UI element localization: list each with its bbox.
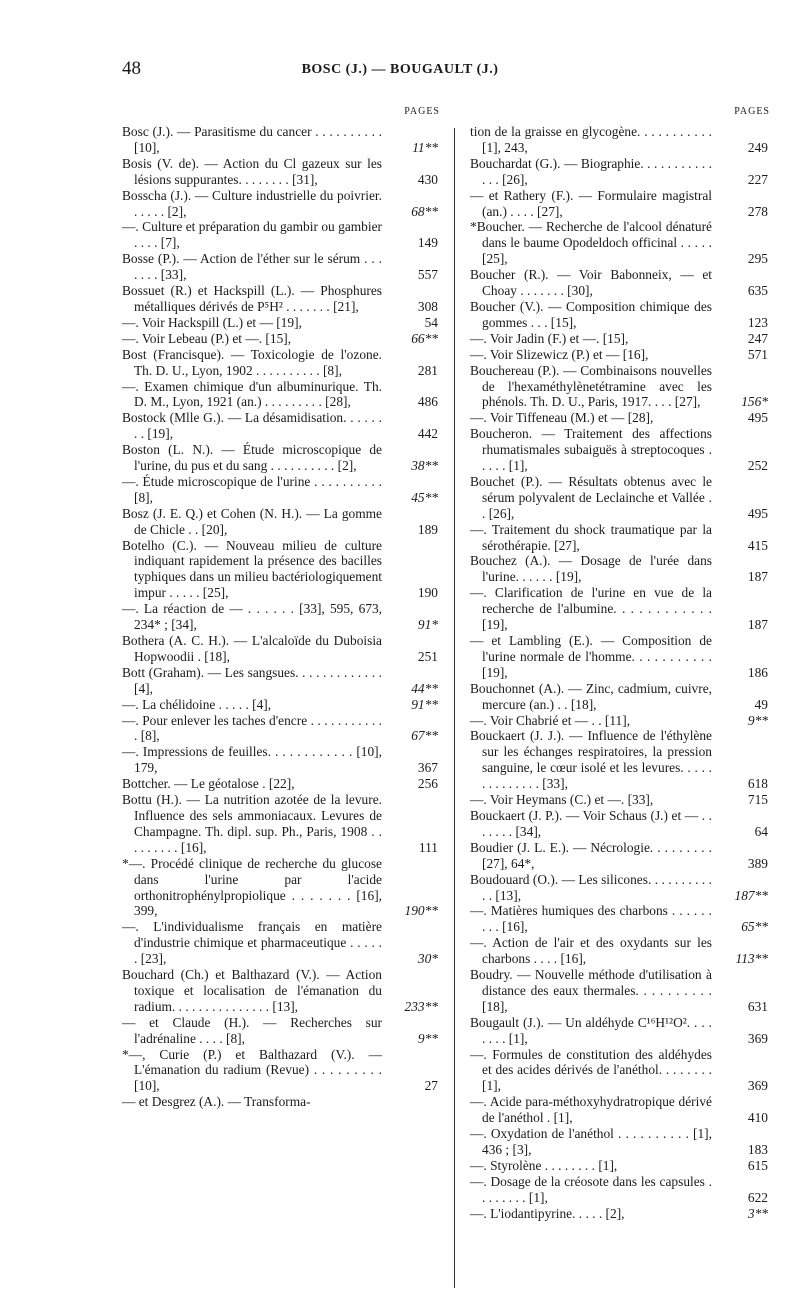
entry-text: Boston (L. N.). — Étude microscopique de l'urine, du pus et du sang . . . . . . . . . . [2],	[122, 442, 382, 474]
entry-text: Botelho (C.). — Nouveau milieu de culture indiquant rapidement la présence des bacilles typhiques dans un milieu bactériologiquement impur . . . . . [25],	[122, 537, 382, 601]
index-entry	[470, 1094, 770, 1126]
entry-page-ref: 410	[747, 1110, 768, 1126]
running-title: BOSC (J.) — BOUGAULT (J.)	[301, 62, 499, 77]
index-entry	[470, 410, 770, 426]
entry-page-ref: 190**	[404, 903, 438, 919]
entry-page-ref: 308	[417, 298, 438, 314]
entry-text: —. Action de l'air et des oxydants sur les charbons . . . . [16],	[470, 935, 712, 967]
index-entry	[122, 1047, 440, 1095]
index-entry	[122, 713, 440, 745]
index-entry	[470, 713, 770, 729]
entry-page-ref: 66**	[411, 330, 438, 346]
entry-page-ref: 9**	[747, 712, 768, 728]
entry-page-ref: 715	[747, 792, 768, 808]
entry-page-ref: 635	[747, 283, 768, 299]
index-entry	[470, 903, 770, 935]
entry-page-ref: 557	[417, 267, 438, 283]
entry-text: —. Formules de constitution des aldéhydes et des acides dérivés de l'anéthol. . . . . . . . [1],	[470, 1046, 712, 1094]
entry-page-ref: 252	[747, 458, 768, 474]
index-entry	[470, 967, 770, 1015]
entry-page-ref: 249	[747, 139, 768, 155]
entry-text: —. Examen chimique d'un albuminurique. Th. D. M., Lyon, 1921 (an.) . . . . . . . . . [28],	[122, 378, 382, 410]
entry-text: *Boucher. — Recherche de l'alcool dénaturé dans le baume Opodeldoch officinal . . . . . [25],	[470, 219, 712, 267]
entry-text: Bosz (J. E. Q.) et Cohen (N. H.). — La gomme de Chicle . . [20],	[122, 505, 382, 537]
entry-page-ref: 189	[417, 521, 438, 537]
entry-text: Bosc (J.). — Parasitisme du cancer . . . . . . . . . . [10],	[122, 124, 382, 155]
entry-page-ref: 187**	[734, 887, 768, 903]
entry-page-ref: 183	[747, 1142, 768, 1157]
index-entry	[470, 840, 770, 872]
entry-page-ref: 65**	[741, 919, 768, 935]
entry-text: Bost (Francisque). — Toxicologie de l'ozone. Th. D. U., Lyon, 1902 . . . . . . . . . . [8],	[122, 346, 382, 378]
index-entry	[122, 967, 440, 1015]
entry-text: Bouchardat (G.). — Biographie. . . . . . . . . . . . . . [26],	[470, 155, 712, 187]
index-entry	[122, 156, 440, 188]
index-entry	[122, 347, 440, 379]
entry-page-ref: 430	[417, 171, 438, 187]
index-entry	[122, 474, 440, 506]
index-entry	[470, 188, 770, 220]
index-entry	[470, 935, 770, 967]
entry-text: Bosis (V. de). — Action du Cl gazeux sur les lésions suppurantes. . . . . . . . [31],	[122, 155, 382, 187]
entry-text: —. Dosage de la créosote dans les capsules . . . . . . . . [1],	[470, 1173, 712, 1205]
entry-text: —. Matières humiques des charbons . . . . . . . . . [16],	[470, 903, 712, 935]
index-entry	[122, 776, 440, 792]
entry-text: Boucheron. — Traitement des affections rhumatismales subaiguës à streptocoques . . . . . [1],	[470, 426, 712, 474]
index-entry	[122, 856, 440, 920]
entry-text: —. L'individualisme français en matière d'industrie chimique et pharmaceutique . . . . . . [23],	[122, 919, 382, 967]
entry-page-ref: 251	[417, 648, 438, 664]
entry-page-ref: 369	[747, 1030, 768, 1046]
index-entry	[470, 1206, 770, 1222]
index-entry	[122, 792, 440, 856]
entry-text: — et Claude (H.). — Recherches sur l'adrénaline . . . . [8],	[122, 1014, 382, 1046]
entry-page-ref: 123	[747, 314, 768, 330]
index-entry	[470, 553, 770, 585]
entry-text: —. Voir Slizewicz (P.) et — [16],	[470, 346, 649, 362]
entry-page-ref: 113**	[735, 951, 768, 967]
entry-page-ref: 49	[754, 696, 768, 712]
index-entry	[470, 585, 770, 633]
index-entry	[122, 315, 440, 331]
index-entry	[122, 538, 440, 602]
entry-page-ref: 187	[747, 617, 768, 633]
index-entry	[122, 744, 440, 776]
entry-page-ref: 64	[754, 823, 768, 839]
entry-page-ref: 91*	[417, 617, 438, 633]
entry-text: —. Culture et préparation du gambir ou gambier . . . . [7],	[122, 219, 382, 251]
index-entry	[470, 1126, 770, 1158]
index-entry	[122, 124, 440, 156]
entry-page-ref: 111	[418, 839, 438, 855]
index-entry	[470, 267, 770, 299]
entry-text: —. La chélidoine . . . . . [4],	[122, 696, 272, 712]
entry-page-ref: 571	[747, 346, 768, 362]
entry-text: Bouchonnet (A.). — Zinc, cadmium, cuivre, mercure (an.) . . [18],	[470, 680, 712, 712]
entry-page-ref: 442	[417, 426, 438, 442]
entry-page-ref: 38**	[411, 458, 438, 474]
entry-page-ref: 486	[417, 394, 438, 410]
entry-text: —. L'iodantipyrine. . . . . [2],	[470, 1205, 625, 1221]
entry-page-ref: 618	[747, 776, 768, 792]
entry-text: Boudouard (O.). — Les silicones. . . . . . . . . . . . [13],	[470, 871, 712, 903]
entry-text: Bouchet (P.). — Résultats obtenus avec le sérum polyvalent de Leclainche et Vallée . . [26],	[470, 473, 712, 521]
entry-text: —. Acide para-méthoxyhydratropique dérivé de l'anéthol . [1],	[470, 1094, 712, 1126]
index-entry	[470, 1047, 770, 1095]
right-column	[470, 106, 770, 1222]
entry-text: —. Oxydation de l'anéthol . . . . . . . . . . [1], 436 ; [3],	[470, 1126, 712, 1157]
entry-page-ref: 281	[417, 362, 438, 378]
index-entry	[470, 522, 770, 554]
entry-text: —. Styrolène . . . . . . . . [1],	[470, 1157, 618, 1173]
index-entry	[122, 379, 440, 411]
entry-text: Boucher (V.). — Composition chimique des gommes . . . [15],	[470, 298, 712, 330]
entry-text: Bougault (J.). — Un aldéhyde C¹⁶H¹²O². . . . . . . . [1],	[470, 1014, 712, 1046]
entry-page-ref: 3**	[747, 1205, 768, 1221]
entry-text: — et Lambling (E.). — Composition de l'urine normale de l'homme. . . . . . . . . . . [19],	[470, 633, 712, 680]
index-entry	[122, 331, 440, 347]
entry-text: —. La réaction de — . . . . . . [33], 595, 673, 234* ; [34],	[122, 601, 382, 633]
index-entry	[470, 728, 770, 792]
entry-page-ref: 295	[747, 251, 768, 267]
index-entry	[470, 792, 770, 808]
entry-page-ref: 631	[747, 998, 768, 1014]
entry-page-ref: 389	[747, 855, 768, 871]
index-entry	[122, 251, 440, 283]
index-entry	[122, 283, 440, 315]
index-entry	[470, 633, 770, 681]
entry-page-ref: 91**	[411, 696, 438, 712]
left-entries	[122, 124, 440, 1110]
index-entry	[122, 442, 440, 474]
entry-text: —. Clarification de l'urine en vue de la recherche de l'albumine. . . . . . . . . . . . [19],	[470, 585, 712, 633]
index-entry	[122, 188, 440, 220]
entry-text: Bouchereau (P.). — Combinaisons nouvelles de l'hexaméthylènetétramine avec les phénols. Th. D. U., Paris, 1917. . . . [27],	[470, 362, 712, 410]
entry-text: Bostock (Mlle G.). — La désamidisation. . . . . . . . [19],	[122, 410, 382, 442]
entry-page-ref: 30*	[417, 951, 438, 967]
entry-text: —. Étude microscopique de l'urine . . . . . . . . . . [8],	[122, 473, 382, 505]
index-entry	[122, 697, 440, 713]
entry-page-ref: 495	[747, 505, 768, 521]
index-entry	[122, 410, 440, 442]
entry-page-ref: 369	[747, 1078, 768, 1094]
entry-page-ref: 54	[424, 314, 438, 330]
pages-column-label: PAGES	[404, 106, 440, 117]
entry-text: Bottcher. — Le géotalose . [22],	[122, 776, 295, 792]
index-entry	[122, 1015, 440, 1047]
entry-text: — et Rathery (F.). — Formulaire magistral (an.) . . . . [27],	[470, 187, 712, 219]
pages-column-label: PAGES	[734, 106, 770, 117]
entry-page-ref: 247	[747, 330, 768, 346]
entry-text: —. Voir Lebeau (P.) et —. [15],	[122, 330, 292, 346]
entry-text: —. Voir Chabrié et — . . [11],	[470, 712, 631, 728]
index-entry	[470, 124, 770, 156]
entry-text: Bouchard (Ch.) et Balthazard (V.). — Action toxique et localisation de l'émanation du radium. . . . . . . . . . . . . . . [13],	[122, 967, 382, 1014]
entry-text: Bothera (A. C. H.). — L'alcaloïde du Duboisia Hopwoodii . [18],	[122, 633, 382, 664]
entry-text: Bouckaert (J. P.). — Voir Schaus (J.) et — . . . . . . . [34],	[470, 807, 712, 839]
entry-page-ref: 367	[417, 760, 438, 776]
entry-text: *—, Curie (P.) et Balthazard (V.). — L'émanation du radium (Revue) . . . . . . . . . [10],	[122, 1046, 382, 1094]
entry-text: Bouckaert (J. J.). — Influence de l'éthylène sur les échanges respiratoires, la pression sanguine, le cœur isolé et les levures. . . . . . . . . . . . . . [33],	[470, 728, 712, 792]
entry-text: —. Traitement du shock traumatique par la sérothérapie. [27],	[470, 521, 712, 553]
entry-page-ref: 256	[417, 776, 438, 792]
index-entry	[470, 299, 770, 331]
entry-page-ref: 622	[747, 1189, 768, 1205]
entry-page-ref: 9**	[417, 1030, 438, 1046]
entry-text: Bouchez (A.). — Dosage de l'urée dans l'urine. . . . . . [19],	[470, 553, 712, 585]
entry-text: —. Voir Tiffeneau (M.) et — [28],	[470, 410, 654, 426]
entry-text: —. Impressions de feuilles. . . . . . . . . . . . [10], 179,	[122, 744, 382, 776]
entry-text: *—. Procédé clinique de recherche du glucose dans l'urine par l'acide orthonitrophénylpropiolique . . . . . . . [16], 399,	[122, 855, 382, 919]
entry-page-ref: 278	[747, 203, 768, 219]
entry-page-ref: 45**	[411, 489, 438, 505]
index-entry	[470, 1158, 770, 1174]
entry-text: Boudry. — Nouvelle méthode d'utilisation à distance des eaux thermales. . . . . . . . . . [18],	[470, 967, 712, 1014]
index-entry	[470, 681, 770, 713]
index-entry	[470, 808, 770, 840]
index-entry	[122, 601, 440, 633]
index-entry	[470, 347, 770, 363]
entry-page-ref: 27	[424, 1078, 438, 1094]
entry-text: Boudier (J. L. E.). — Nécrologie. . . . . . . . . [27], 64*,	[470, 839, 712, 871]
entry-text: —. Voir Hackspill (L.) et — [19],	[122, 314, 302, 330]
entry-page-ref: 227	[747, 171, 768, 187]
index-entry	[470, 426, 770, 474]
index-entry	[122, 633, 440, 665]
entry-page-ref: 68**	[411, 203, 438, 219]
left-column	[122, 106, 440, 1110]
index-entry	[122, 219, 440, 251]
index-entry	[122, 1094, 440, 1110]
entry-text: Boucher (R.). — Voir Babonneix, — et Choay . . . . . . . [30],	[470, 267, 712, 299]
entry-page-ref: 156*	[741, 394, 768, 410]
entry-text: — et Desgrez (A.). — Transforma-	[122, 1094, 311, 1110]
index-entry	[122, 919, 440, 967]
page-number: 48	[122, 58, 141, 79]
entry-page-ref: 615	[747, 1157, 768, 1173]
entry-page-ref: 415	[747, 537, 768, 553]
index-entry	[470, 474, 770, 522]
entry-text: —. Voir Jadin (F.) et —. [15],	[470, 330, 629, 346]
entry-page-ref: 67**	[411, 728, 438, 744]
entry-text: Bosscha (J.). — Culture industrielle du poivrier. . . . . . [2],	[122, 187, 382, 219]
right-entries	[470, 124, 770, 1222]
entry-page-ref: 495	[747, 410, 768, 426]
entry-text: tion de la graisse en glycogène. . . . . . . . . . . [1], 243,	[470, 124, 712, 155]
index-entry	[470, 156, 770, 188]
entry-page-ref: 149	[417, 235, 438, 251]
page-header	[0, 58, 800, 88]
index-entry	[470, 331, 770, 347]
index-entry	[470, 1015, 770, 1047]
entry-page-ref: 44**	[411, 680, 438, 696]
entry-page-ref: 186	[747, 664, 768, 680]
entry-text: Bott (Graham). — Les sangsues. . . . . . . . . . . . . [4],	[122, 664, 382, 696]
index-entry	[470, 363, 770, 411]
entry-text: Bossuet (R.) et Hackspill (L.). — Phosphures métalliques dérivés de P⁵H² . . . . . . . [21],	[122, 283, 382, 314]
entry-page-ref: 233**	[404, 998, 438, 1014]
column-divider	[454, 128, 455, 1288]
entry-text: —. Pour enlever les taches d'encre . . . . . . . . . . . . [8],	[122, 712, 382, 744]
entry-page-ref: 11**	[412, 139, 438, 155]
entry-text: —. Voir Heymans (C.) et —. [33],	[470, 792, 654, 808]
entry-page-ref: 190	[417, 585, 438, 601]
entry-text: Bosse (P.). — Action de l'éther sur le sérum . . . . . . . [33],	[122, 251, 382, 283]
index-entry	[122, 506, 440, 538]
index-entry	[470, 872, 770, 904]
entry-page-ref: 187	[747, 569, 768, 585]
index-entry	[470, 219, 770, 267]
index-entry	[470, 1174, 770, 1206]
index-entry	[122, 665, 440, 697]
entry-text: Bottu (H.). — La nutrition azotée de la levure. Influence des sels ammoniacaux. Levures de Champagne. Th. dipl. sup. Ph., Paris, 1908 . . . . . . . . . [16],	[122, 792, 382, 855]
